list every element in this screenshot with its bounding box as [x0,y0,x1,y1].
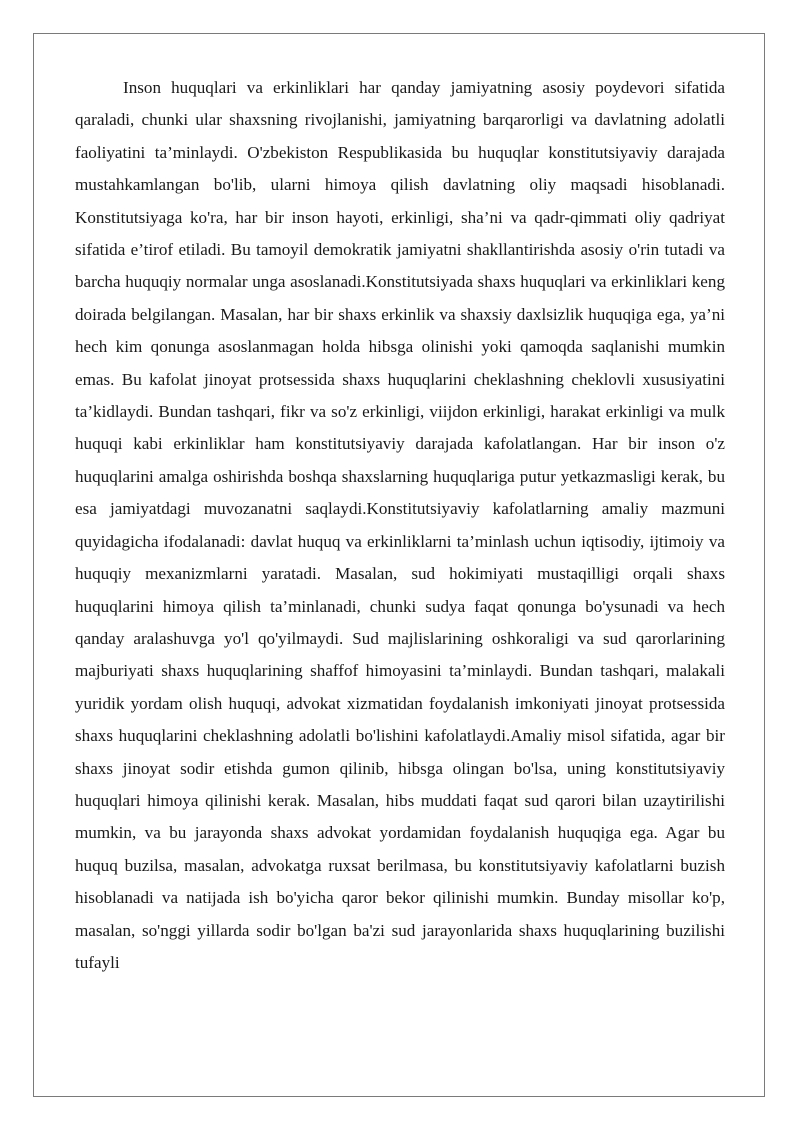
body-paragraph: Inson huquqlari va erkinliklari har qanday jamiyatning asosiy poydevori sifatida qaraladi, chunki ular shaxsning rivojlanishi, jamiyatning barqarorligi va davlatning adolatli faoliyatini ta’minlaydi. O'zbekiston Respublikasida bu huquqlar konstitutsiyaviy darajada mustahkamlangan bo'lib, ularni himoya qilish davlatning oliy maqsadi hisoblanadi. Konstitutsiyaga ko'ra, har bir inson hayoti, erkinligi, sha’ni va qadr-qimmati oliy qadriyat sifatida e’tirof etiladi. Bu tamoyil demokratik jamiyatni shakllantirishda asosiy o'rin tutadi va barcha huquqiy normalar unga asoslanadi.Konstitutsiyada shaxs huquqlari va erkinliklari keng doirada belgilangan. Masalan, har bir shaxs erkinlik va shaxsiy daxlsizlik huquqiga ega, ya’ni hech kim qonunga asoslanmagan holda hibsga olinishi yoki qamoqda saqlanishi mumkin emas. Bu kafolat jinoyat protsessida shaxs huquqlarini cheklashning cheklovli xususiyatini ta’kidlaydi. Bundan tashqari, fikr va so'z erkinligi, viijdon erkinligi, harakat erkinligi va mulk huquqi kabi erkinliklar ham konstitutsiyaviy darajada kafolatlangan. Har bir inson o'z huquqlarini amalga oshirishda boshqa shaxslarning huquqlariga putur yetkazmasligi kerak, bu esa jamiyatdagi muvozanatni saqlaydi.Konstitutsiyaviy kafolatlarning amaliy mazmuni quyidagicha ifodalanadi: davlat huquq va erkinliklarni ta’minlash uchun iqtisodiy, ijtimoiy va huquqiy mexanizmlarni yaratadi. Masalan, sud hokimiyati mustaqilligi orqali shaxs huquqlarini himoya qilish ta’minlanadi, chunki sudya faqat qonunga bo'ysunadi va hech qanday aralashuvga yo'l qo'yilmaydi. Sud majlislarining oshkoraligi va sud qarorlarining majburiyati shaxs huquqlarining shaffof himoyasini ta’minlaydi. Bundan tashqari, malakali yuridik yordam olish huquqi, advokat xizmatidan foydalanish imkoniyati jinoyat protsessida shaxs huquqlarini cheklashning adolatli bo'lishini kafolatlaydi.Amaliy misol sifatida, agar bir shaxs jinoyat sodir etishda gumon qilinib, hibsga olingan bo'lsa, uning konstitutsiyaviy huquqlari himoya qilinishi kerak. Masalan, hibs muddati faqat sud qarori bilan uzaytirilishi mumkin, va bu jarayonda shaxs advokat yordamidan foydalanish huquqiga ega. Agar bu huquq buzilsa, masalan, advokatga ruxsat berilmasa, bu konstitutsiyaviy kafolatlarni buzish hisoblanadi va natijada ish bo'yicha qaror bekor qilinishi mumkin. Bunday misollar ko'p, masalan, so'nggi yillarda sodir bo'lgan ba'zi sud jarayonlarida shaxs huquqlarining buzilishi tufayli [75,78,725,972]
